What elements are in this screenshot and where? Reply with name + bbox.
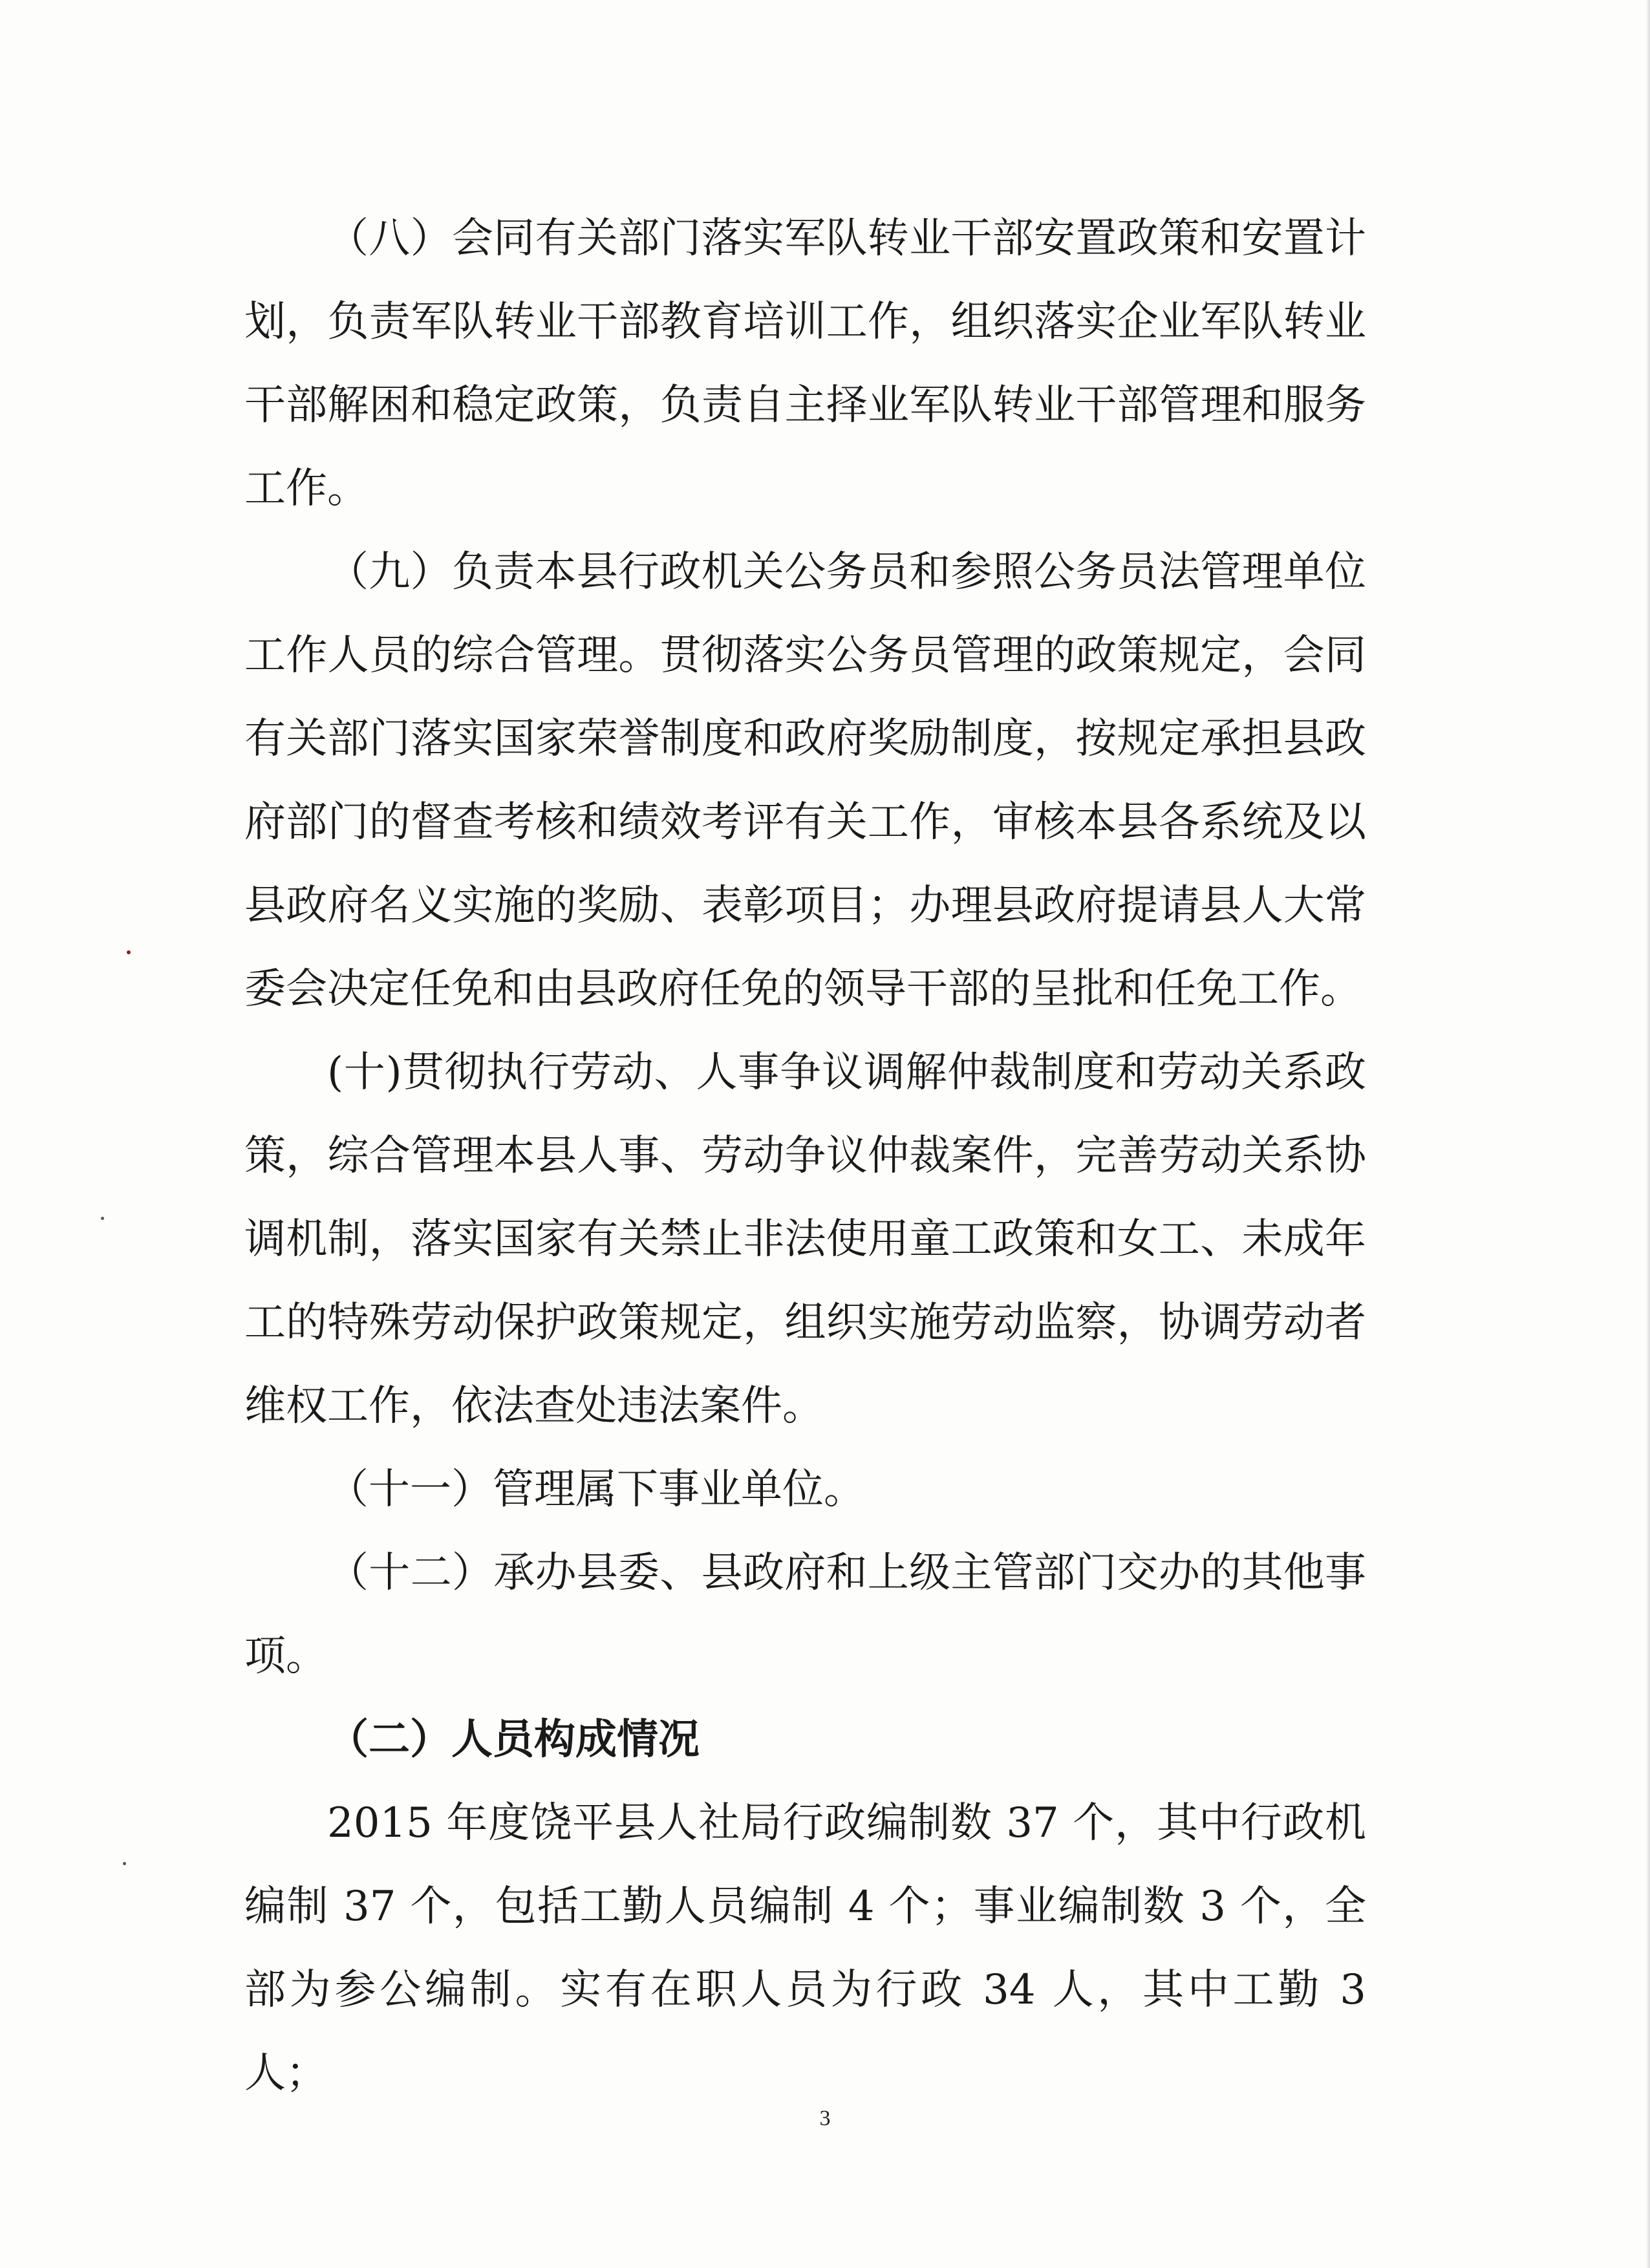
staffing-paragraph: 2015 年度饶平县人社局行政编制数 37 个，其中行政机编制 37 个，包括工勤人员编制 4 个；事业编制数 3 个，全部为参公编制。实有在职人员为行政 34 人，其中工勤 3 人；	[244, 1799, 1366, 2097]
paragraph-item-9: （九）负责本县行政机关公务员和参照公务员法管理单位工作人员的综合管理。贯彻落实公务员管理的政策规定，会同有关部门落实国家荣誉制度和政府奖励制度，按规定承担县政府部门的督查考核和绩效考评有关工作，审核本县各系统及以县政府名义实施的奖励、表彰项目；办理县政府提请县人大常委会决定任免和由县政府任免的领导干部的呈批和任免工作。	[244, 548, 1366, 1013]
section-heading-staffing: （二）人员构成情况	[327, 1716, 700, 1764]
page-number: 3	[819, 2106, 831, 2130]
paragraph-item-10: (十)贯彻执行劳动、人事争议调解仲裁制度和劳动关系政策，综合管理本县人事、劳动争议仲裁案件，完善劳动关系协调机制，落实国家有关禁止非法使用童工政策和女工、未成年工的特殊劳动保护政策规定，组织实施劳动监察，协调劳动者维权工作，依法查处违法案件。	[244, 1049, 1366, 1430]
scan-speck	[101, 1217, 104, 1220]
scan-edge-shadow	[1646, 0, 1650, 2268]
paragraph-item-12: （十二）承办县委、县政府和上级主管部门交办的其他事项。	[244, 1549, 1366, 1680]
paragraph-item-8: （八）会同有关部门落实军队转业干部安置政策和安置计划，负责军队转业干部教育培训工作，组织落实企业军队转业干部解困和稳定政策，负责自主择业军队转业干部管理和服务工作。	[244, 215, 1366, 513]
scan-speck	[123, 1862, 126, 1865]
scan-speck	[127, 950, 131, 954]
document-body	[244, 197, 1366, 2115]
paragraph-item-11: （十一）管理属下事业单位。	[327, 1466, 865, 1514]
